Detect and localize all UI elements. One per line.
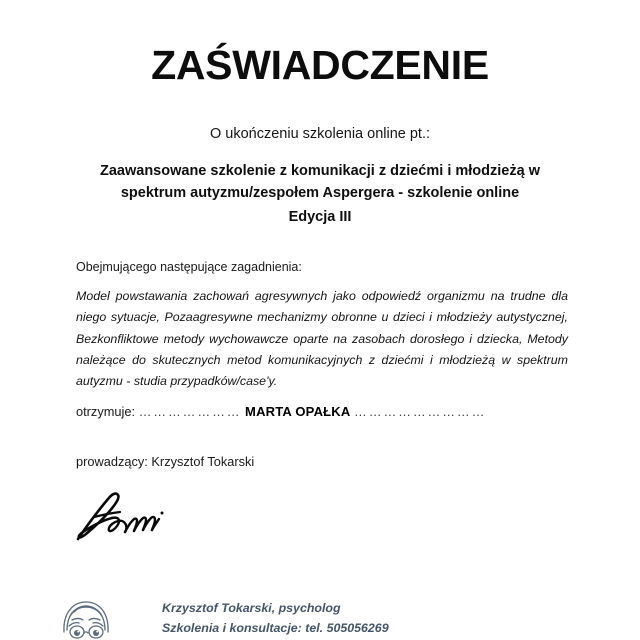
recipient-name: MARTA OPAŁKA <box>245 404 351 419</box>
signature-icon <box>68 487 188 549</box>
trainer-line: prowadzący: Krzysztof Tokarski <box>76 454 255 469</box>
recipient-leader-right: ……………………… <box>354 404 487 419</box>
footer-line-2: Szkolenia i konsultacje: tel. 505056269 <box>162 621 389 636</box>
topics-body: Model powstawania zachowań agresywnych jako odpowiedź organizmu na trudne dla niego sytuacje, Pozaagresywne mechanizmy obronne u dzieci i młodzieży autystycznej, Bezkonfliktowe metody wychowawcze oparte na zasobach dorosłego i dziecka, Metody należące do skutecznych metod komunikacyjnych z dziećmi i młodzieżą w spektrum autyzmu - studia przypadków/case'y. <box>76 289 568 389</box>
page-title: ZAŚWIADCZENIE <box>151 42 489 88</box>
recipient-line <box>76 404 564 419</box>
recipient-leader-left: ………………… <box>138 404 242 419</box>
face-logo-icon <box>58 592 114 640</box>
course-title: Zaawansowane szkolenie z komunikacji z dziećmi i młodzieżą w spektrum autyzmu/zespołem Aspergera - szkolenie online <box>100 163 540 202</box>
topics-lead: Obejmującego następujące zagadnienia: <box>76 260 302 274</box>
footer-contact <box>162 592 389 638</box>
footer-line-1: Krzysztof Tokarski, psycholog <box>162 601 341 615</box>
signature-image <box>68 487 188 549</box>
course-edition: Edycja III <box>288 209 352 225</box>
footer-logo <box>58 592 114 640</box>
recipient-label: otrzymuje: <box>76 404 136 419</box>
subtitle-lead: O ukończeniu szkolenia online pt.: <box>209 126 431 142</box>
footer <box>58 592 640 640</box>
